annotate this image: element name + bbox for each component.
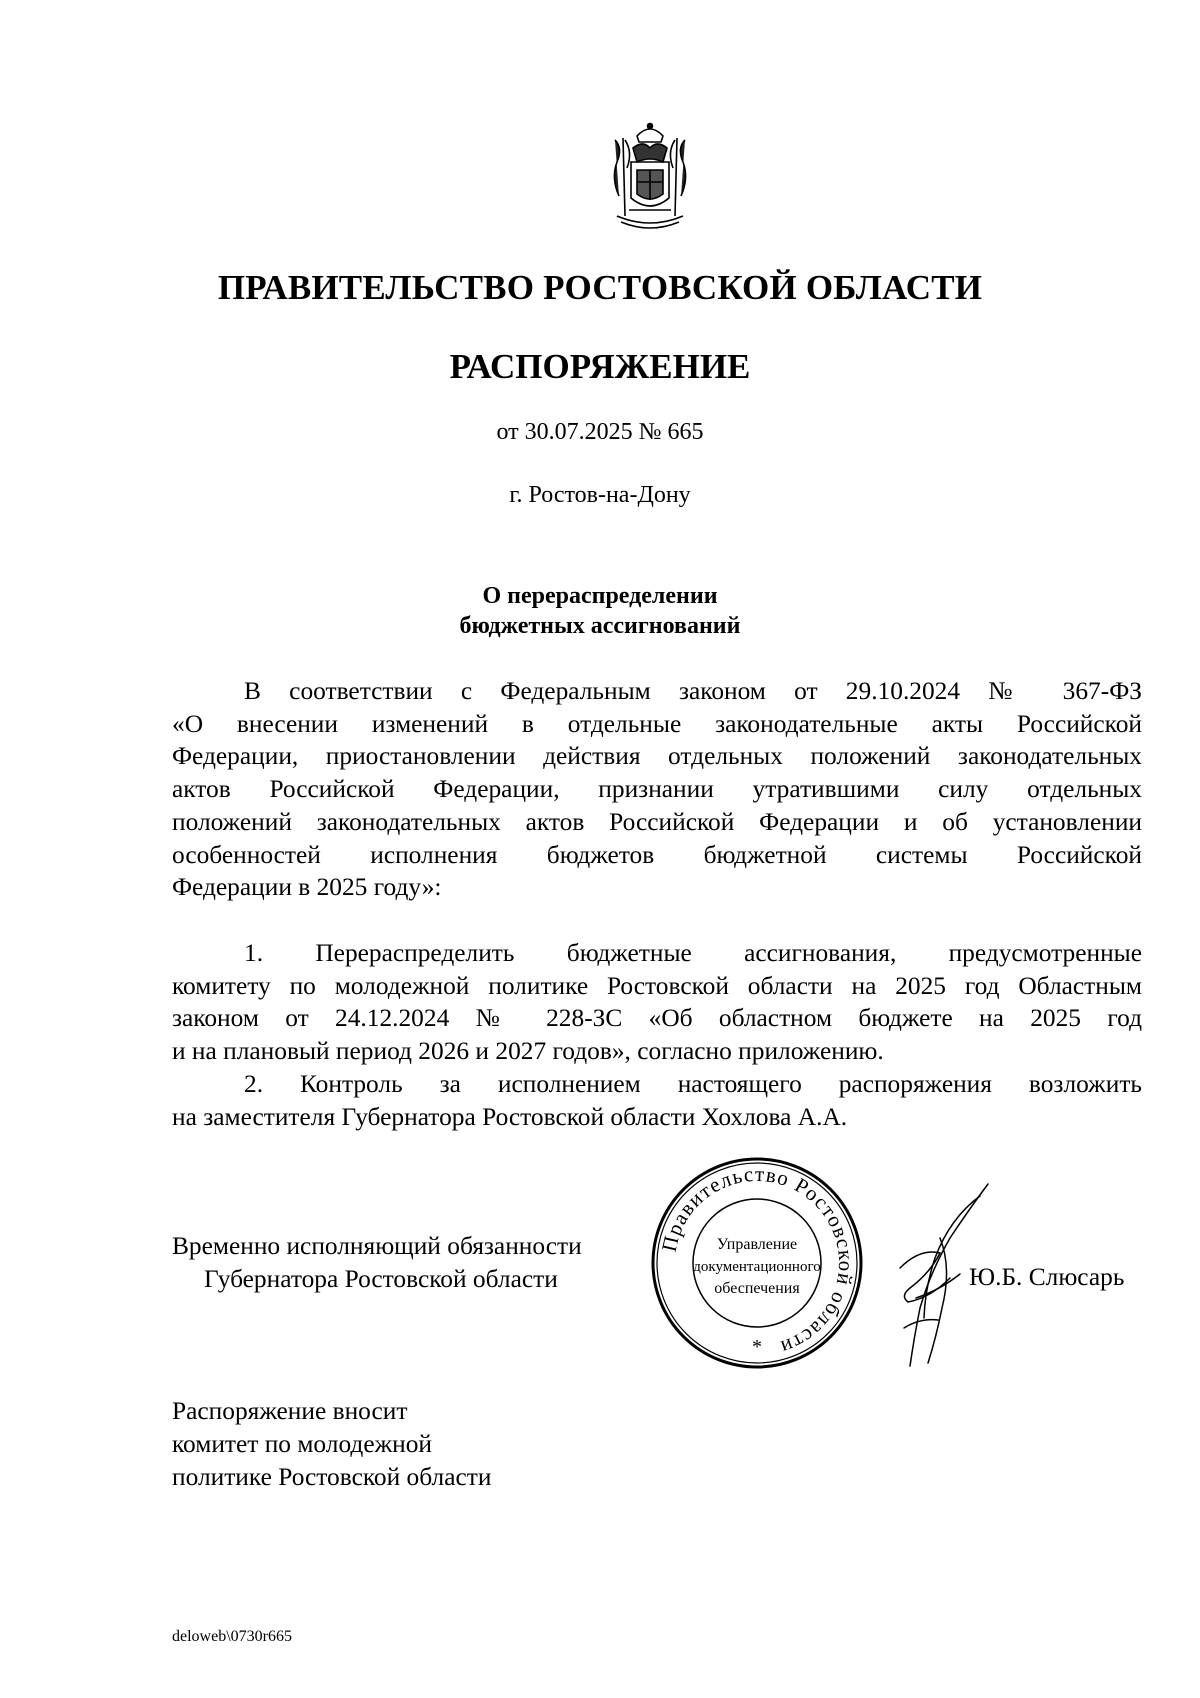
document-type-heading: РАСПОРЯЖЕНИЕ <box>449 347 751 386</box>
signatory-position-line: Губернатора Ростовской области <box>204 1265 558 1293</box>
organization-title: ПРАВИТЕЛЬСТВО РОСТОВСКОЙ ОБЛАСТИ <box>217 268 983 307</box>
stamp-center-line: документационного <box>693 1259 821 1275</box>
signer-name: Ю.Б. Слюсарь <box>969 1263 1125 1291</box>
stamp-center-line: обеспечения <box>714 1280 800 1297</box>
order-item-2 <box>172 1068 1142 1133</box>
paragraph-line: актов Российской Федерации, признании утратившими силу отдельных <box>172 775 1142 804</box>
submitted-by-line: Распоряжение вносит <box>172 1397 408 1425</box>
submitted-by-line: комитет по молодежной <box>172 1430 433 1458</box>
submitted-by-block <box>172 1395 491 1494</box>
subject-line: О перераспределении <box>482 583 718 609</box>
submitted-by-line: политике Ростовской области <box>172 1463 492 1491</box>
paragraph-line: Федерации в 2025 году»: <box>172 873 442 902</box>
paragraph-line: на заместителя Губернатора Ростовской области Хохлова А.А. <box>172 1102 848 1131</box>
stamp-center-line: Управление <box>716 1236 798 1253</box>
subject-line: бюджетных ассигнований <box>459 613 741 639</box>
preamble-paragraph <box>172 675 1142 904</box>
paragraph-line: комитету по молодежной политике Ростовской области на 2025 год Областным <box>172 971 1142 1000</box>
stamp-star: * <box>752 1336 762 1358</box>
paragraph-line: и на плановый период 2026 и 2027 годов», согласно приложению. <box>172 1037 884 1066</box>
coat-of-arms-emblem-icon <box>595 118 705 236</box>
document-subject <box>0 581 1200 641</box>
paragraph-line: положений законодательных актов Российской Федерации и об установлении <box>172 807 1142 836</box>
paragraph-line: 2. Контроль за исполнением настоящего распоряжения возложить <box>244 1070 1142 1098</box>
paragraph-line: В соответствии с Федеральным законом от 29.10.2024 № 367-ФЗ <box>244 677 1142 705</box>
paragraph-line: законом от 24.12.2024 № 228-ЗС «Об областном бюджете на 2025 год <box>172 1004 1142 1033</box>
paragraph-line: 1. Перераспределить бюджетные ассигнования, предусмотренные <box>244 939 1142 967</box>
signatory-position-line: Временно исполняющий обязанности <box>172 1232 582 1260</box>
paragraph-line: «О внесении изменений в отдельные законодательные акты Российской <box>172 709 1142 738</box>
signatory-position <box>172 1230 582 1296</box>
order-item-1 <box>172 937 1142 1068</box>
stamp-ring-text: Правительство Ростовской области <box>656 1161 859 1361</box>
paragraph-line: особенностей исполнения бюджетов бюджетной системы Российской <box>172 840 1142 869</box>
document-date-number: от 30.07.2025 № 665 <box>496 419 704 445</box>
document-file-code: deloweb\0730r665 <box>172 1628 292 1645</box>
official-stamp <box>647 1153 867 1373</box>
document-city: г. Ростов-на-Дону <box>509 482 691 508</box>
paragraph-line: Федерации, приостановлении действия отдельных положений законодательных <box>172 742 1142 771</box>
